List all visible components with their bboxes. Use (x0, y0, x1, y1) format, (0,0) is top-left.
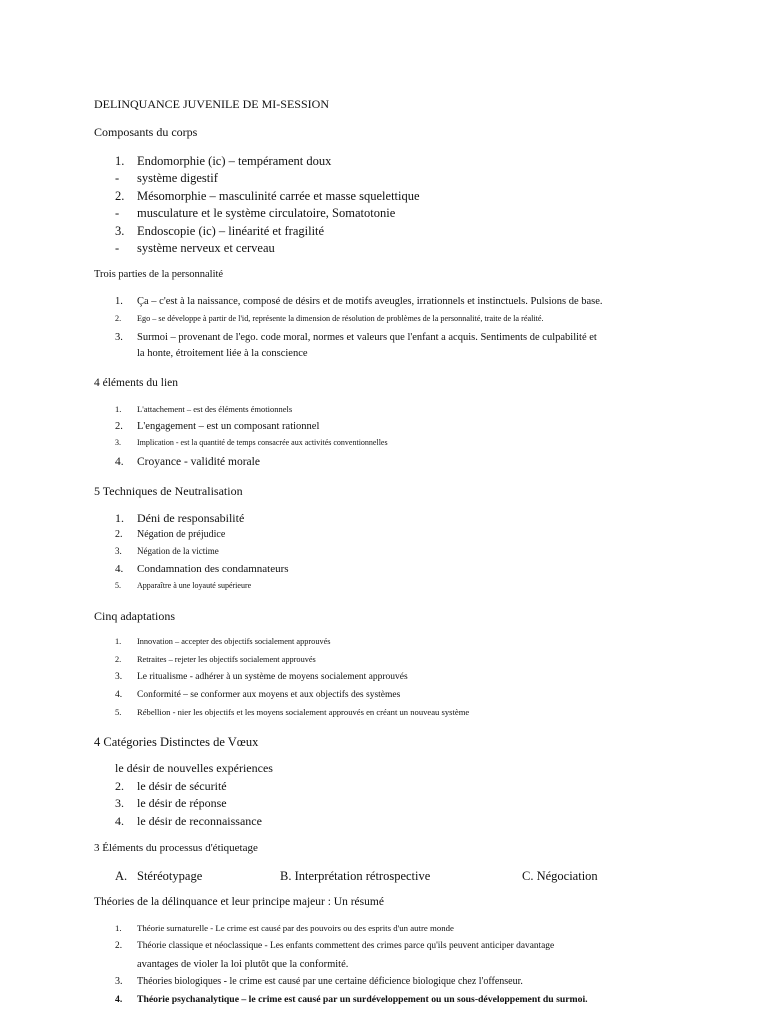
list-item: 1. L'attachement – est des éléments émotionnels (115, 404, 293, 414)
list-item: B. Interprétation rétrospective (280, 869, 431, 883)
list-item: 4. le désir de reconnaissance (115, 814, 262, 828)
list-item: 2. Mésomorphie – masculinité carrée et masse squelettique (115, 189, 420, 203)
list-item-continuation: avantages de violer la loi plutôt que la conformité. (137, 959, 349, 970)
section-heading: Composants du corps (94, 125, 198, 139)
list-item: 3. Endoscopie (ic) – linéarité et fragilité (115, 224, 325, 238)
document-title: DELINQUANCE JUVENILE DE MI-SESSION (94, 97, 329, 111)
section-heading: Théories de la délinquance et leur principe majeur : Un résumé (94, 896, 384, 908)
list-item: 5. Rébellion - nier les objectifs et les moyens socialement approuvés en créant un nouveau système (115, 707, 470, 717)
list-item: 2. L'engagement – est un composant rationnel (115, 421, 320, 432)
section-heading: 4 Catégories Distinctes de Vœux (94, 735, 259, 749)
list-item: A. Stéréotypage (115, 869, 203, 883)
list-item: - musculature et le système circulatoire, Somatotonie (115, 206, 396, 220)
list-item: 3. Le ritualisme - adhérer à un système de moyens socialement approuvés (115, 672, 408, 682)
section-heading: Trois parties de la personnalité (94, 269, 224, 280)
list-item: 3. Théories biologiques - le crime est causé par une certaine déficience biologique chez l'offenseur. (115, 976, 523, 987)
list-item: 4. Théorie psychanalytique – le crime est causé par un surdéveloppement ou un sous-développement du surmoi. (115, 994, 588, 1005)
list-item: le désir de nouvelles expériences (115, 761, 273, 775)
list-item: 3. Implication - est la quantité de temps consacrée aux activités conventionnelles (115, 438, 388, 447)
list-item: 1. Innovation – accepter des objectifs socialement approuvés (115, 637, 331, 646)
list-item: 2. Retraites – rejeter les objectifs socialement approuvés (115, 655, 316, 664)
list-item: 1. Déni de responsabilité (115, 511, 245, 525)
section-heading: 3 Éléments du processus d'étiquetage (94, 842, 258, 854)
list-item: 3. Surmoi – provenant de l'ego. code moral, normes et valeurs que l'enfant a acquis. Sentiments de culpabilité et (115, 332, 597, 343)
list-item: - système digestif (115, 171, 218, 185)
list-item: C. Négociation (522, 869, 598, 883)
section-heading: 5 Techniques de Neutralisation (94, 484, 243, 498)
list-item: 4. Conformité – se conformer aux moyens et aux objectifs des systèmes (115, 690, 401, 700)
list-item: 1. Ça – c'est à la naissance, composé de désirs et de motifs aveugles, irrationnels et instinctuels. Pulsions de base. (115, 296, 603, 307)
list-item: 1. Théorie surnaturelle - Le crime est causé par des pouvoirs ou des esprits d'un autre monde (115, 923, 454, 933)
section-heading: Cinq adaptations (94, 609, 175, 623)
list-item-continuation: la honte, étroitement liée à la conscience (137, 348, 308, 359)
list-item: 2. le désir de sécurité (115, 779, 227, 793)
list-item: 4. Croyance - validité morale (115, 456, 260, 468)
section-heading: 4 éléments du lien (94, 377, 178, 389)
list-item: 1. Endomorphie (ic) – tempérament doux (115, 154, 332, 168)
list-item: 3. le désir de réponse (115, 796, 227, 810)
list-item: 5. Apparaître à une loyauté supérieure (115, 581, 252, 590)
list-item: 2. Négation de préjudice (115, 529, 226, 540)
list-item: 4. Condamnation des condamnateurs (115, 563, 289, 575)
list-item: 2. Ego – se développe à partir de l'id, représente la dimension de résolution de problèmes de la personnalité, traite de la réalité. (115, 314, 544, 323)
list-item: - système nerveux et cerveau (115, 241, 275, 255)
list-item: 2. Théorie classique et néoclassique - Les enfants commettent des crimes parce qu'ils peuvent anticiper davantage (115, 941, 555, 951)
list-item: 3. Négation de la victime (115, 546, 219, 556)
